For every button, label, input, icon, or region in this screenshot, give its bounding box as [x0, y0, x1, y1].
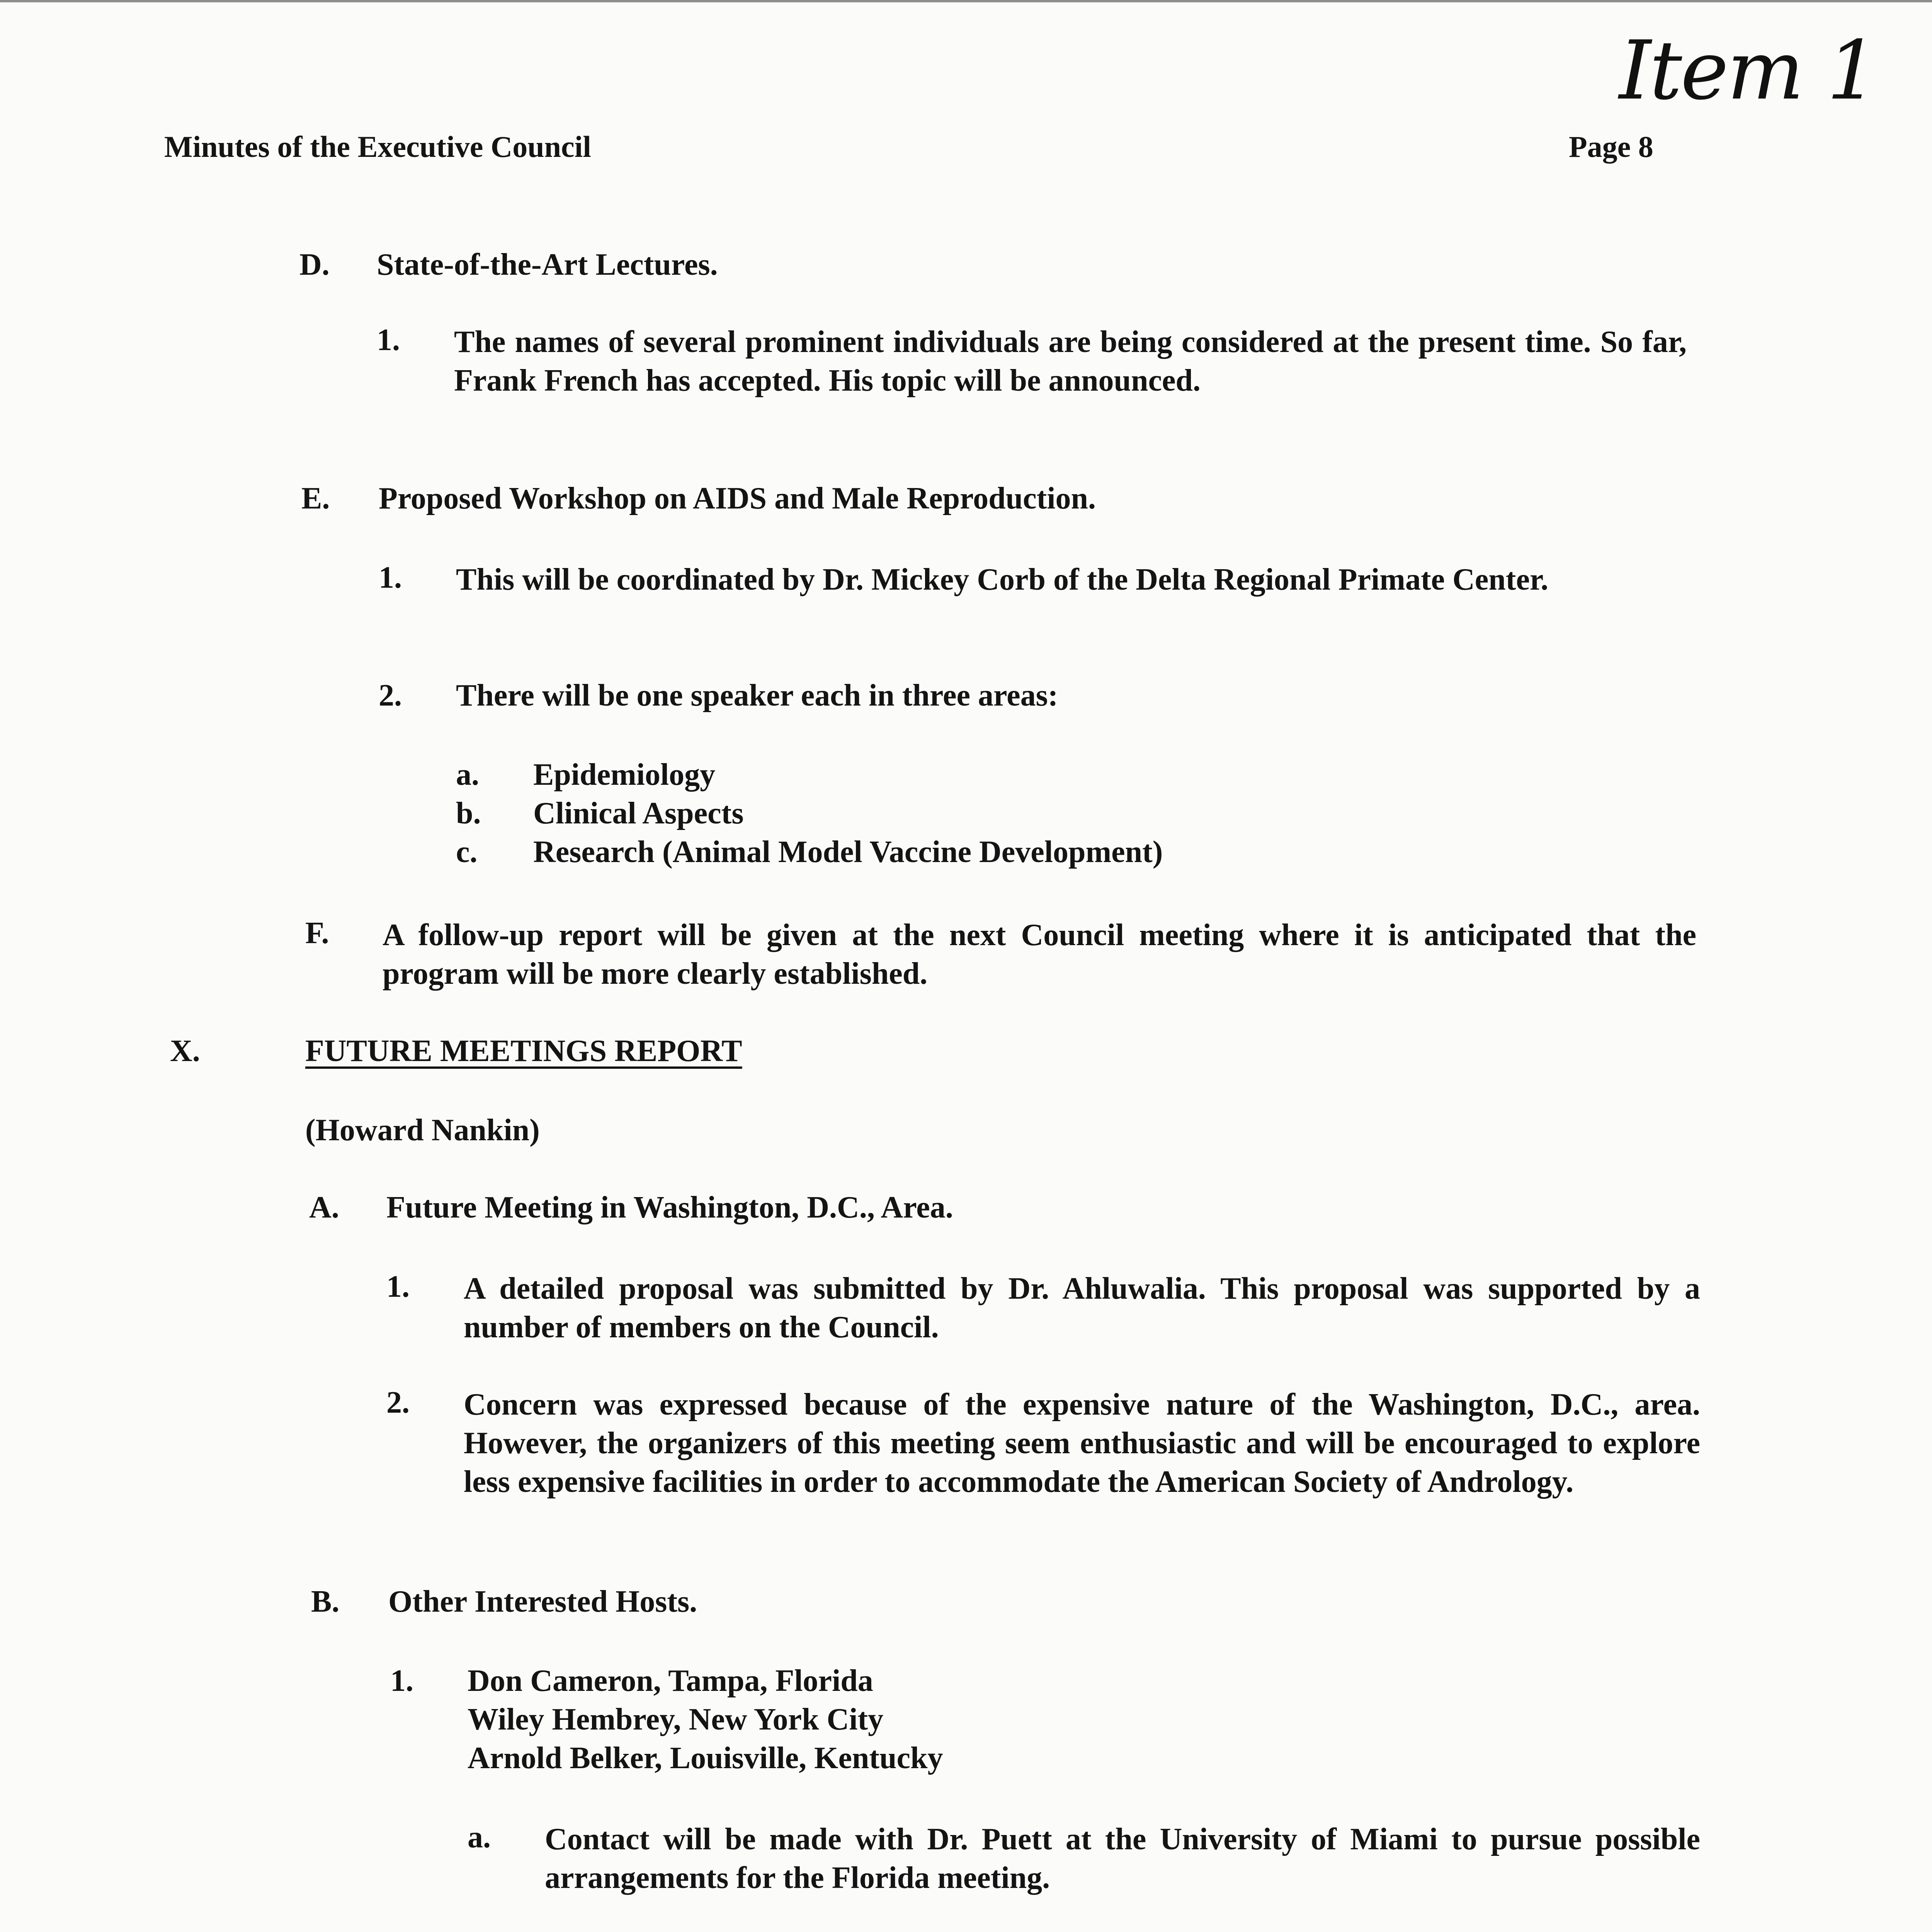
section-x-a-item1-marker: 1.	[386, 1270, 410, 1304]
section-x-marker: X.	[170, 1034, 200, 1068]
area-c-text: Research (Animal Model Vaccine Development)	[533, 835, 1163, 869]
section-x-a-title: Future Meeting in Washington, D.C., Area.	[386, 1190, 953, 1225]
section-x-a-marker: A.	[309, 1190, 339, 1225]
section-x-b-marker: B.	[311, 1585, 340, 1619]
section-e-item1-marker: 1.	[379, 561, 402, 595]
section-x-a-item2-marker: 2.	[386, 1386, 410, 1420]
page-number: Page 8	[1569, 130, 1653, 163]
section-e-item2-text: There will be one speaker each in three areas:	[456, 679, 1058, 713]
scan-edge-top	[0, 0, 1932, 2]
section-d-item-text: The names of several prominent individuals are being considered at the present time. So far, Frank French has accepted. His topic will be announced.	[454, 325, 1687, 398]
section-e-title: Proposed Workshop on AIDS and Male Reproduction.	[379, 481, 1096, 515]
section-d-title: State-of-the-Art Lectures.	[377, 248, 718, 282]
note-a-text: Contact will be made with Dr. Puett at the University of Miami to pursue possible arrangements for the Florida meeting.	[545, 1822, 1700, 1895]
section-f-marker: F.	[305, 916, 329, 950]
section-x-a-item1-text: A detailed proposal was submitted by Dr. Ahluwalia. This proposal was supported by a number of members on the Council.	[464, 1272, 1700, 1344]
note-a-marker: a.	[468, 1820, 491, 1854]
section-x-b-item-marker: 1.	[390, 1664, 413, 1698]
section-x-a-item2-text: Concern was expressed because of the expensive nature of the Washington, D.C., area. However, the organizers of this meeting seem enthusiastic and will be encouraged to explore less expensive facilities in order to accommodate the American Society of Andrology.	[464, 1388, 1700, 1499]
section-e-item2-marker: 2.	[379, 679, 402, 713]
section-d-marker: D.	[299, 248, 330, 282]
header-title: Minutes of the Executive Council	[164, 130, 591, 163]
handwritten-note: Item 1	[1619, 23, 1877, 118]
area-a-text: Epidemiology	[533, 758, 716, 792]
section-x-presenter: (Howard Nankin)	[305, 1113, 540, 1147]
host-3: Arnold Belker, Louisville, Kentucky	[468, 1741, 943, 1775]
host-2: Wiley Hembrey, New York City	[468, 1702, 884, 1736]
section-e-item1-text: This will be coordinated by Dr. Mickey Corb of the Delta Regional Primate Center.	[456, 563, 1549, 597]
bleed-through-text	[1179, 128, 1186, 163]
area-b-marker: b.	[456, 796, 481, 830]
section-d-item-marker: 1.	[377, 323, 400, 357]
area-c-marker: c.	[456, 835, 478, 869]
area-b-text: Clinical Aspects	[533, 796, 744, 830]
section-e-marker: E.	[301, 481, 330, 515]
area-a-marker: a.	[456, 758, 479, 792]
section-f-text: A follow-up report will be given at the next Council meeting where it is anticipated that the program will be more clearly established.	[383, 918, 1696, 991]
section-x-title: FUTURE MEETINGS REPORT	[305, 1034, 742, 1068]
host-1: Don Cameron, Tampa, Florida	[468, 1664, 873, 1698]
section-x-b-title: Other Interested Hosts.	[388, 1585, 697, 1619]
